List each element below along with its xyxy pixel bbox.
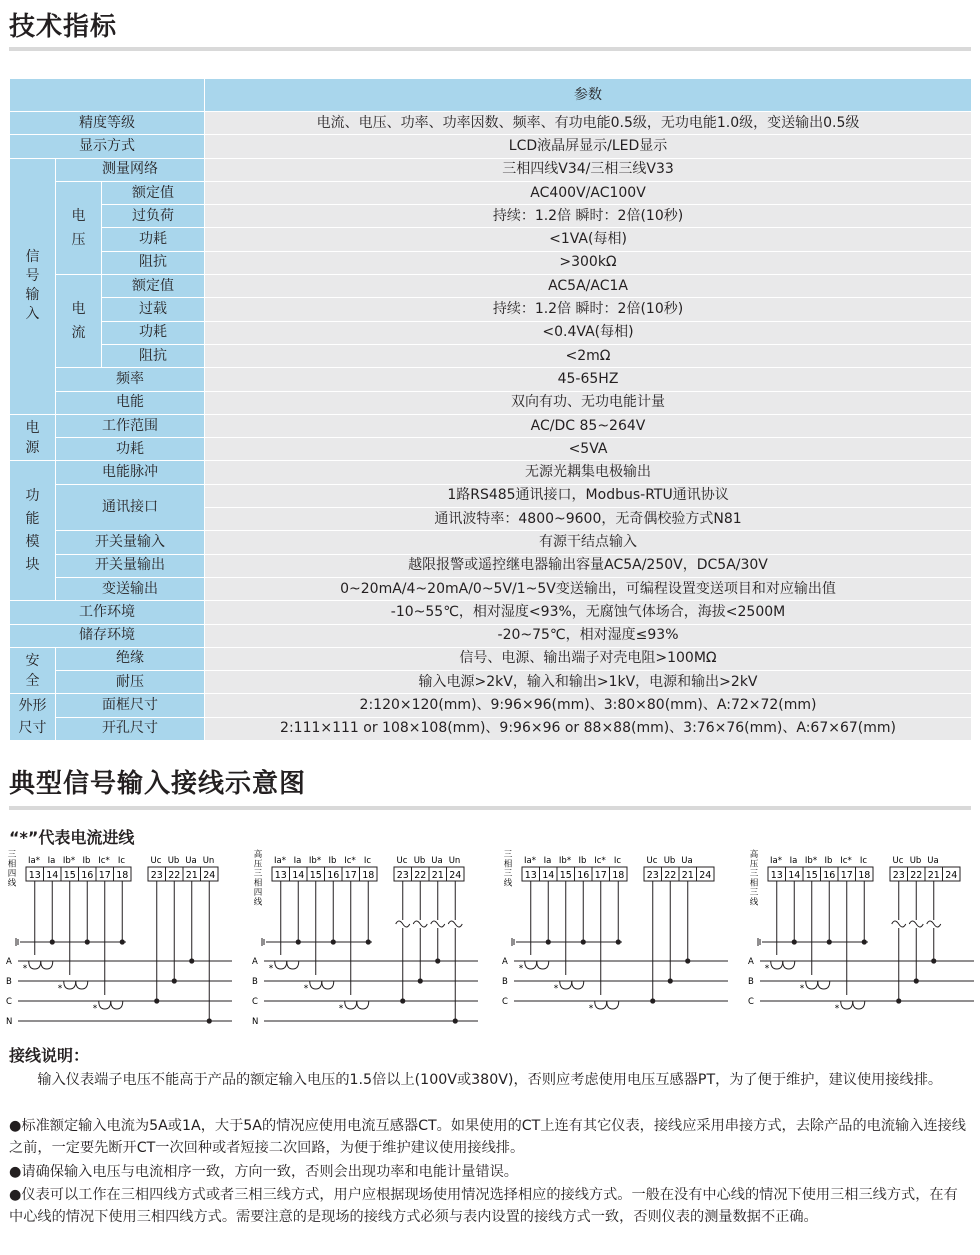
header-blank <box>10 79 205 112</box>
row-label: 精度等级 <box>10 112 205 135</box>
row-label: 工作范围 <box>56 414 205 437</box>
terminal-number: 13 <box>28 870 41 881</box>
row-label: 功耗 <box>56 438 205 461</box>
junction-dot <box>546 939 551 944</box>
row-value: LCD液晶屏显示/LED显示 <box>205 135 972 158</box>
group-label-voltage: 电压 <box>56 181 102 274</box>
terminal-label: Ub <box>167 856 180 866</box>
terminal-number: 13 <box>524 870 537 881</box>
ct-star: * <box>57 984 63 994</box>
phase-label: A <box>502 957 508 967</box>
terminal-number: 22 <box>414 870 427 881</box>
row-label: 工作环境 <box>10 601 205 624</box>
ct-star: * <box>764 964 770 974</box>
terminal-label: Uc <box>646 856 658 866</box>
row-label: 功耗 <box>102 321 205 344</box>
table-row <box>10 484 972 507</box>
row-value: 越限报警或遥控继电器输出容量AC5A/250V，DC5A/30V <box>205 554 972 577</box>
junction-dot <box>581 939 586 944</box>
table-row <box>10 717 972 740</box>
row-value: 输入电源>2kV，输入和输出>1kV，电源和输出>2kV <box>205 671 972 694</box>
ct-coil <box>572 981 584 989</box>
diagram-title-char: 压 <box>749 859 759 870</box>
ct-coil <box>783 961 795 969</box>
diagram-title-char: 三 <box>503 869 513 879</box>
terminal-number: 15 <box>63 870 76 881</box>
ct-coil <box>111 1001 123 1009</box>
junction-dot <box>296 939 301 944</box>
diagram-title-char: 线 <box>749 897 759 908</box>
row-label: 开关量输入 <box>56 531 205 554</box>
row-label: 面框尺寸 <box>56 694 205 717</box>
terminal-label: Ub <box>663 856 676 866</box>
divider <box>9 47 971 51</box>
row-value: 有源干结点输入 <box>205 531 972 554</box>
terminal-number: 17 <box>594 870 607 881</box>
diagram-title-char: 压 <box>253 859 263 870</box>
row-value: <5VA <box>205 438 972 461</box>
terminal-label: Ib* <box>558 856 572 866</box>
diagram-title-char: 高 <box>253 850 263 860</box>
divider <box>9 806 971 810</box>
row-value: AC5A/AC1A <box>205 275 972 298</box>
notes-title: 接线说明： <box>9 1046 90 1065</box>
ct-coil <box>345 1001 357 1009</box>
terminal-number: 24 <box>699 870 712 881</box>
junction-dot <box>453 1018 458 1023</box>
terminal-number: 16 <box>823 870 836 881</box>
table-row <box>10 181 972 204</box>
phase-label: C <box>252 997 258 1007</box>
row-value: 三相四线V34/三相三线V33 <box>205 158 972 181</box>
junction-dot <box>435 958 440 963</box>
group-label-size: 外形尺寸 <box>10 694 56 741</box>
terminal-number: 23 <box>892 870 905 881</box>
junction-dot <box>616 939 621 944</box>
junction-dot <box>366 939 371 944</box>
diagram-title-char: 三 <box>7 850 17 860</box>
wiring-diagram-3p4w <box>6 848 236 1030</box>
row-label: 开孔尺寸 <box>56 717 205 740</box>
row-label: 显示方式 <box>10 135 205 158</box>
ct-coil <box>818 981 830 989</box>
note-paragraph: ●标准额定输入电流为5A或1A，大于5A的情况应使用电流互感器CT。如果使用的CT上连有其它仪表，接线应采用串接方式，去除产品的电流输入连接线之前，一定要先断开CT一次回种或者短接二次回路，为便于维护建议使用接线排。 <box>9 1118 966 1156</box>
terminal-label: Un <box>202 856 215 866</box>
terminal-label: Ub <box>909 856 922 866</box>
group-label-signal: 信号输入 <box>10 158 56 414</box>
row-value: AC400V/AC100V <box>205 181 972 204</box>
row-value: <0.4VA(每相) <box>205 321 972 344</box>
note-paragraph: ●仪表可以工作在三相四线方式或者三相三线方式，用户应根据现场使用情况选择相应的接线方式。一般在没有中心线的情况下使用三相三线方式，在有中心线的情况下使用三相四线方式。需要注意的是现场的接线方式必须与表内设置的接线方式一致，否则仪表的测量数据不正确。 <box>9 1187 958 1225</box>
row-value: 45-65HZ <box>205 368 972 391</box>
diagram-title-char: 三 <box>749 888 759 898</box>
wiring-diagram-hv-3p3w <box>748 848 978 1030</box>
row-value: 1路RS485通讯接口，Modbus-RTU通讯协议 <box>205 484 972 507</box>
terminal-label: Ub <box>413 856 426 866</box>
phase-label: C <box>748 997 754 1007</box>
terminal-number: 24 <box>945 870 958 881</box>
table-row <box>10 601 972 624</box>
ct-star: * <box>834 1004 840 1014</box>
row-value: <2mΩ <box>205 344 972 367</box>
diagram-title-char: 三 <box>503 850 513 860</box>
terminal-number: 15 <box>309 870 322 881</box>
ct-star: * <box>268 964 274 974</box>
row-value: -10~55℃，相对湿度<93%，无腐蚀气体场合，海拔<2500M <box>205 601 972 624</box>
row-label: 开关量输出 <box>56 554 205 577</box>
terminal-number: 21 <box>681 870 694 881</box>
terminal-number: 14 <box>292 870 305 881</box>
terminal-label: Ib <box>578 856 587 866</box>
spec-table <box>9 78 972 741</box>
ct-star: * <box>553 984 559 994</box>
diagram-title-char: 线 <box>7 878 17 889</box>
terminal-label: Ib <box>82 856 91 866</box>
pt-coil <box>909 921 923 927</box>
ct-coil <box>287 961 299 969</box>
row-value: 双向有功、无功电能计量 <box>205 391 972 414</box>
note-paragraph: 输入仪表端子电压不能高于产品的额定输入电压的1.5倍以上(100V或380V)，否则应考虑使用电压互感器PT，为了便于维护，建议使用接线排。 <box>9 1072 943 1088</box>
table-row <box>10 298 972 321</box>
table-row <box>10 438 972 461</box>
row-label: 变送输出 <box>56 577 205 600</box>
row-value: 通讯波特率：4800~9600，无奇偶校验方式N81 <box>205 508 972 531</box>
pt-coil <box>396 921 410 927</box>
table-row <box>10 275 972 298</box>
junction-dot <box>331 939 336 944</box>
terminal-number: 14 <box>788 870 801 881</box>
diagram-title-char: 相 <box>503 859 513 870</box>
terminal-label: Ia <box>293 856 302 866</box>
diagram-title-char: 四 <box>253 888 263 898</box>
table-row <box>10 694 972 717</box>
terminal-label: Ia <box>543 856 552 866</box>
phase-label: C <box>502 997 508 1007</box>
table-row <box>10 251 972 274</box>
diagram-title-char: 三 <box>253 869 263 879</box>
pt-coil <box>892 921 906 927</box>
terminal-number: 18 <box>116 870 129 881</box>
ct-star: * <box>303 984 309 994</box>
terminal-label: Ib* <box>804 856 818 866</box>
diagram-title-char: 三 <box>749 869 759 879</box>
pt-coil <box>927 921 941 927</box>
terminal-label: Ua <box>927 856 939 866</box>
phase-label: B <box>502 977 508 987</box>
row-value: 持续：1.2倍 瞬时：2倍(10秒) <box>205 205 972 228</box>
terminal-number: 18 <box>362 870 375 881</box>
junction-dot <box>827 939 832 944</box>
terminal-label: Ic <box>363 856 372 866</box>
terminal-label: Ia <box>47 856 56 866</box>
diagram-title-char: 相 <box>253 878 263 889</box>
group-label-current: 电流 <box>56 275 102 368</box>
terminal-label: Ic <box>117 856 126 866</box>
phase-label: A <box>748 957 754 967</box>
terminal-number: 23 <box>396 870 409 881</box>
terminal-label: Ia* <box>274 856 286 866</box>
terminal-number: 14 <box>542 870 555 881</box>
junction-dot <box>418 978 423 983</box>
ct-coil <box>806 981 818 989</box>
terminal-number: 21 <box>927 870 940 881</box>
diagram-title-char: 线 <box>253 897 263 908</box>
section-title-wiring: 典型信号输入接线示意图 <box>9 769 307 799</box>
terminal-label: Ib <box>824 856 833 866</box>
junction-dot <box>792 939 797 944</box>
terminal-number: 17 <box>840 870 853 881</box>
table-row <box>10 368 972 391</box>
row-value: 2:120×120(mm)、9:96×96(mm)、3:80×80(mm)、A:72×72(mm) <box>205 694 972 717</box>
junction-dot <box>85 939 90 944</box>
ct-star: * <box>518 964 524 974</box>
row-label: 通讯接口 <box>56 484 205 531</box>
junction-dot <box>50 939 55 944</box>
diagram-title-char: 线 <box>503 878 513 889</box>
table-row <box>10 344 972 367</box>
junction-dot <box>896 998 901 1003</box>
note-paragraph: ●请确保输入电压与电流相序一致，方向一致，否则会出现功率和电能计量错误。 <box>9 1164 518 1180</box>
table-row <box>10 135 972 158</box>
row-label: 频率 <box>56 368 205 391</box>
pt-coil <box>431 921 445 927</box>
table-row <box>10 647 972 670</box>
pt-coil <box>413 921 427 927</box>
junction-dot <box>172 978 177 983</box>
table-row <box>10 531 972 554</box>
terminal-number: 23 <box>646 870 659 881</box>
section-title-tech: 技术指标 <box>9 12 118 42</box>
row-label: 电能 <box>56 391 205 414</box>
junction-dot <box>120 939 125 944</box>
wiring-diagram-hv-3p4w <box>252 848 482 1030</box>
phase-label: C <box>6 997 12 1007</box>
ct-coil <box>76 981 88 989</box>
group-label-power: 电源 <box>10 414 56 461</box>
terminal-label: Ia <box>789 856 798 866</box>
terminal-label: Ib* <box>308 856 322 866</box>
terminal-label: Uc <box>892 856 904 866</box>
table-row <box>10 112 972 135</box>
junction-dot <box>931 958 936 963</box>
table-row <box>10 554 972 577</box>
terminal-number: 21 <box>185 870 198 881</box>
pt-coil <box>448 921 462 927</box>
terminal-number: 18 <box>858 870 871 881</box>
row-label: 绝缘 <box>56 647 205 670</box>
junction-dot <box>668 978 673 983</box>
table-header-row <box>10 79 972 112</box>
phase-label: B <box>748 977 754 987</box>
row-label: 过载 <box>102 298 205 321</box>
junction-dot <box>914 978 919 983</box>
terminal-number: 18 <box>612 870 625 881</box>
ct-coil <box>99 1001 111 1009</box>
ct-coil <box>771 961 783 969</box>
row-label: 储存环境 <box>10 624 205 647</box>
junction-dot <box>400 998 405 1003</box>
table-row <box>10 205 972 228</box>
ct-coil <box>310 981 322 989</box>
row-value: -20~75℃，相对湿度≤93% <box>205 624 972 647</box>
ct-star: * <box>588 1004 594 1014</box>
table-row <box>10 624 972 647</box>
table-row <box>10 228 972 251</box>
diagram-title-char: 相 <box>749 878 759 889</box>
table-row <box>10 414 972 437</box>
table-row <box>10 391 972 414</box>
header-value: 参数 <box>205 79 972 112</box>
diagram-title-char: 四 <box>7 869 17 879</box>
phase-label: N <box>252 1017 259 1027</box>
phase-label: N <box>6 1017 13 1027</box>
row-value: 无源光耦集电极输出 <box>205 461 972 484</box>
ct-coil <box>322 981 334 989</box>
terminal-number: 22 <box>910 870 923 881</box>
terminal-label: Ic* <box>594 856 606 866</box>
row-value: 信号、电源、输出端子对壳电阻>100MΩ <box>205 647 972 670</box>
table-row <box>10 321 972 344</box>
phase-label: A <box>252 957 258 967</box>
ct-star: * <box>22 964 28 974</box>
terminal-number: 17 <box>98 870 111 881</box>
terminal-number: 13 <box>274 870 287 881</box>
row-label: 过负荷 <box>102 205 205 228</box>
ct-coil <box>560 981 572 989</box>
terminal-label: Un <box>448 856 461 866</box>
group-label-safety: 安全 <box>10 647 56 694</box>
terminal-label: Ib <box>328 856 337 866</box>
row-value: 2:111×111 or 108×108(mm)、9:96×96 or 88×88(mm)、3:76×76(mm)、A:67×67(mm) <box>205 717 972 740</box>
ct-coil <box>595 1001 607 1009</box>
table-row <box>10 671 972 694</box>
ct-coil <box>537 961 549 969</box>
junction-dot <box>862 939 867 944</box>
ct-coil <box>275 961 287 969</box>
table-row <box>10 461 972 484</box>
row-value: <1VA(每相) <box>205 228 972 251</box>
row-label: 额定值 <box>102 275 205 298</box>
terminal-number: 16 <box>327 870 340 881</box>
diagram-title-char: 相 <box>7 859 17 870</box>
junction-dot <box>189 958 194 963</box>
ct-star: * <box>799 984 805 994</box>
row-value: >300kΩ <box>205 251 972 274</box>
junction-dot <box>685 958 690 963</box>
ct-coil <box>29 961 41 969</box>
terminal-label: Uc <box>396 856 408 866</box>
terminal-label: Ua <box>185 856 197 866</box>
terminal-number: 17 <box>344 870 357 881</box>
terminal-number: 22 <box>168 870 181 881</box>
terminal-number: 24 <box>203 870 216 881</box>
ct-star: * <box>92 1004 98 1014</box>
terminal-number: 14 <box>46 870 59 881</box>
junction-dot <box>207 1018 212 1023</box>
terminal-label: Ic <box>859 856 868 866</box>
terminal-number: 21 <box>431 870 444 881</box>
ct-coil <box>525 961 537 969</box>
junction-dot <box>154 998 159 1003</box>
ct-coil <box>853 1001 865 1009</box>
row-label: 阻抗 <box>102 344 205 367</box>
row-label: 电能脉冲 <box>56 461 205 484</box>
terminal-label: Ic <box>613 856 622 866</box>
row-value: 持续：1.2倍 瞬时：2倍(10秒) <box>205 298 972 321</box>
row-value: 电流、电压、功率、功率因数、频率、有功电能0.5级，无功电能1.0级，变送输出0.5级 <box>205 112 972 135</box>
row-label: 阻抗 <box>102 251 205 274</box>
terminal-number: 24 <box>449 870 462 881</box>
ct-coil <box>841 1001 853 1009</box>
terminal-number: 16 <box>81 870 94 881</box>
terminal-label: Ua <box>431 856 443 866</box>
terminal-label: Ic* <box>344 856 356 866</box>
junction-dot <box>650 998 655 1003</box>
terminal-label: Ia* <box>524 856 536 866</box>
terminal-number: 15 <box>559 870 572 881</box>
terminal-number: 22 <box>664 870 677 881</box>
table-row <box>10 158 972 181</box>
row-value: 0~20mA/4~20mA/0~5V/1~5V变送输出，可编程设置变送项目和对应输出值 <box>205 577 972 600</box>
terminal-label: Ib* <box>62 856 76 866</box>
ct-coil <box>41 961 53 969</box>
ct-coil <box>607 1001 619 1009</box>
terminal-label: Uc <box>150 856 162 866</box>
row-label: 功耗 <box>102 228 205 251</box>
terminal-number: 13 <box>770 870 783 881</box>
terminal-label: Ua <box>681 856 693 866</box>
terminal-number: 23 <box>150 870 163 881</box>
phase-label: B <box>252 977 258 987</box>
terminal-label: Ia* <box>770 856 782 866</box>
phase-label: B <box>6 977 12 987</box>
group-label-function: 功能模块 <box>10 461 56 601</box>
terminal-label: Ia* <box>28 856 40 866</box>
row-label: 测量网络 <box>56 158 205 181</box>
row-label: 耐压 <box>56 671 205 694</box>
row-value: AC/DC 85~264V <box>205 414 972 437</box>
terminal-number: 16 <box>577 870 590 881</box>
terminal-number: 15 <box>805 870 818 881</box>
table-row <box>10 577 972 600</box>
phase-label: A <box>6 957 12 967</box>
ct-coil <box>64 981 76 989</box>
wiring-diagram-3p3w <box>502 848 732 1030</box>
diagram-title-char: 高 <box>749 850 759 860</box>
ct-coil <box>357 1001 369 1009</box>
ct-note: “*”代表电流进线 <box>9 828 135 847</box>
terminal-label: Ic* <box>98 856 110 866</box>
terminal-label: Ic* <box>840 856 852 866</box>
ct-star: * <box>338 1004 344 1014</box>
row-label: 额定值 <box>102 181 205 204</box>
